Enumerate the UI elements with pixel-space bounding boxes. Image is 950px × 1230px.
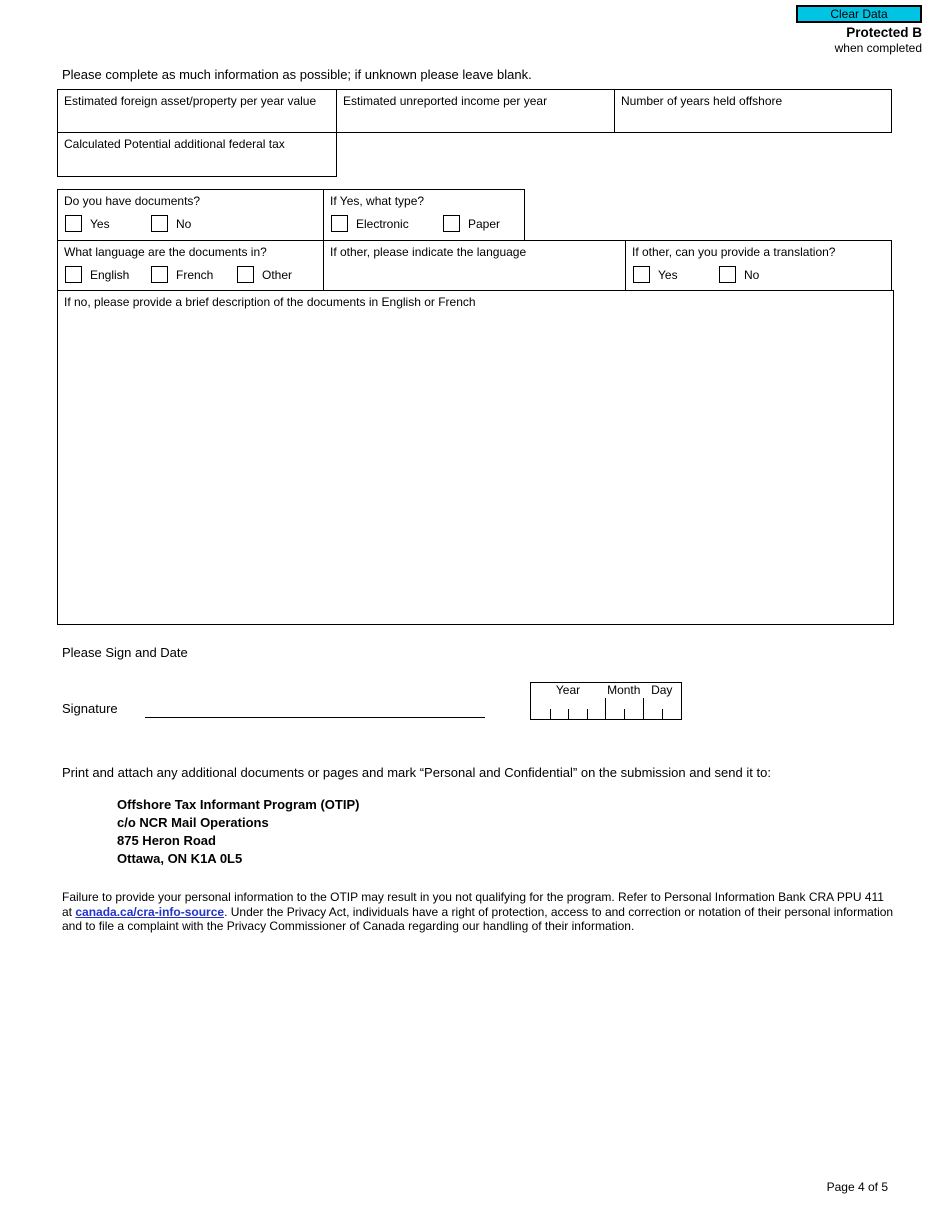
mailing-address: [117, 796, 359, 868]
translation-label: If other, can you provide a translation?: [632, 245, 836, 259]
other-language-label: If other, please indicate the language: [330, 245, 527, 259]
documents-row-3: [57, 290, 894, 624]
field-additional-federal-tax-label: Calculated Potential additional federal tax: [64, 137, 285, 151]
have-docs-no-label: No: [176, 216, 192, 231]
documents-section: [57, 189, 894, 624]
doc-type-paper-checkbox[interactable]: [443, 215, 460, 232]
estimates-row-2: [57, 132, 894, 176]
translation-cell: [625, 240, 892, 291]
date-month-header: Month: [607, 683, 641, 697]
have-documents-label: Do you have documents?: [64, 194, 201, 208]
estimates-table: [57, 89, 894, 176]
print-attach-note: Print and attach any additional documents or pages and mark “Personal and Confidential” on the submission and send it to:: [62, 765, 771, 780]
other-language-field[interactable]: [323, 240, 626, 291]
date-month-section[interactable]: [605, 698, 643, 719]
have-docs-yes-checkbox[interactable]: [65, 215, 82, 232]
field-unreported-income-label: Estimated unreported income per year: [343, 94, 548, 108]
address-line-3: 875 Heron Road: [117, 833, 216, 848]
date-year-section[interactable]: [531, 698, 605, 719]
document-type-options: [330, 215, 518, 232]
date-day-section[interactable]: [643, 698, 682, 719]
translation-yes-checkbox[interactable]: [633, 266, 650, 283]
doc-type-paper-label: Paper: [468, 216, 501, 231]
translation-yes-label: Yes: [658, 267, 678, 282]
language-english-label: English: [90, 267, 130, 282]
cra-info-source-link[interactable]: canada.ca/cra-info-source: [75, 904, 225, 919]
description-label: If no, please provide a brief description of the documents in English or French: [64, 295, 476, 309]
date-year-header: Year: [555, 683, 581, 697]
privacy-notice: [62, 890, 894, 934]
language-other-label: Other: [262, 267, 293, 282]
intro-text: Please complete as much information as possible; if unknown please leave blank.: [62, 67, 532, 82]
have-docs-no-checkbox[interactable]: [151, 215, 168, 232]
protected-marking: [835, 25, 922, 55]
translation-options: [632, 266, 885, 283]
privacy-text-before: Failure to provide your personal information to the OTIP may result in you not qualifying for the program. Refer to Personal Information Bank CRA PPU 411 at: [62, 890, 884, 919]
document-language-options: [64, 266, 317, 283]
estimates-row-1: [57, 89, 894, 132]
documents-row-1: [57, 189, 894, 240]
field-foreign-asset-value[interactable]: [57, 89, 337, 133]
field-unreported-income[interactable]: [336, 89, 615, 133]
doc-type-electronic-label: Electronic: [356, 216, 409, 231]
document-language-cell: [57, 240, 324, 291]
signature-line[interactable]: [145, 717, 485, 718]
date-day-header: Day: [651, 683, 673, 697]
clear-data-button[interactable]: Clear Data: [796, 5, 922, 23]
field-foreign-asset-label: Estimated foreign asset/property per year value: [64, 94, 317, 108]
have-docs-yes-label: Yes: [90, 216, 110, 231]
address-line-2: c/o NCR Mail Operations: [117, 815, 269, 830]
address-line-1: Offshore Tax Informant Program (OTIP): [117, 797, 360, 812]
field-additional-federal-tax[interactable]: [57, 132, 337, 177]
when-completed-label: when completed: [834, 41, 922, 55]
page-number: Page 4 of 5: [826, 1180, 888, 1194]
date-field[interactable]: [530, 682, 682, 720]
document-language-label: What language are the documents in?: [64, 245, 267, 259]
language-french-checkbox[interactable]: [151, 266, 168, 283]
signature-label: Signature: [62, 701, 118, 716]
have-documents-cell: [57, 189, 324, 241]
language-english-checkbox[interactable]: [65, 266, 82, 283]
protected-b-label: Protected B: [846, 25, 922, 40]
date-digit-cells: [531, 698, 681, 719]
documents-row-2: [57, 240, 894, 290]
have-documents-options: [64, 215, 317, 232]
description-field[interactable]: [57, 290, 894, 625]
language-french-label: French: [176, 267, 214, 282]
sign-and-date-heading: Please Sign and Date: [62, 645, 188, 660]
field-years-offshore[interactable]: [614, 89, 892, 133]
translation-no-checkbox[interactable]: [719, 266, 736, 283]
translation-no-label: No: [744, 267, 760, 282]
privacy-text-after: . Under the Privacy Act, individuals have a right of protection, access to and correction or notation of their personal information and to file a complaint with the Privacy Commissioner of Canada regarding our handling of their information.: [62, 904, 894, 934]
doc-type-electronic-checkbox[interactable]: [331, 215, 348, 232]
address-line-4: Ottawa, ON K1A 0L5: [117, 851, 243, 866]
field-years-offshore-label: Number of years held offshore: [621, 94, 783, 108]
language-other-checkbox[interactable]: [237, 266, 254, 283]
document-type-cell: [323, 189, 525, 241]
date-headers: [531, 683, 681, 698]
document-type-label: If Yes, what type?: [330, 194, 425, 208]
